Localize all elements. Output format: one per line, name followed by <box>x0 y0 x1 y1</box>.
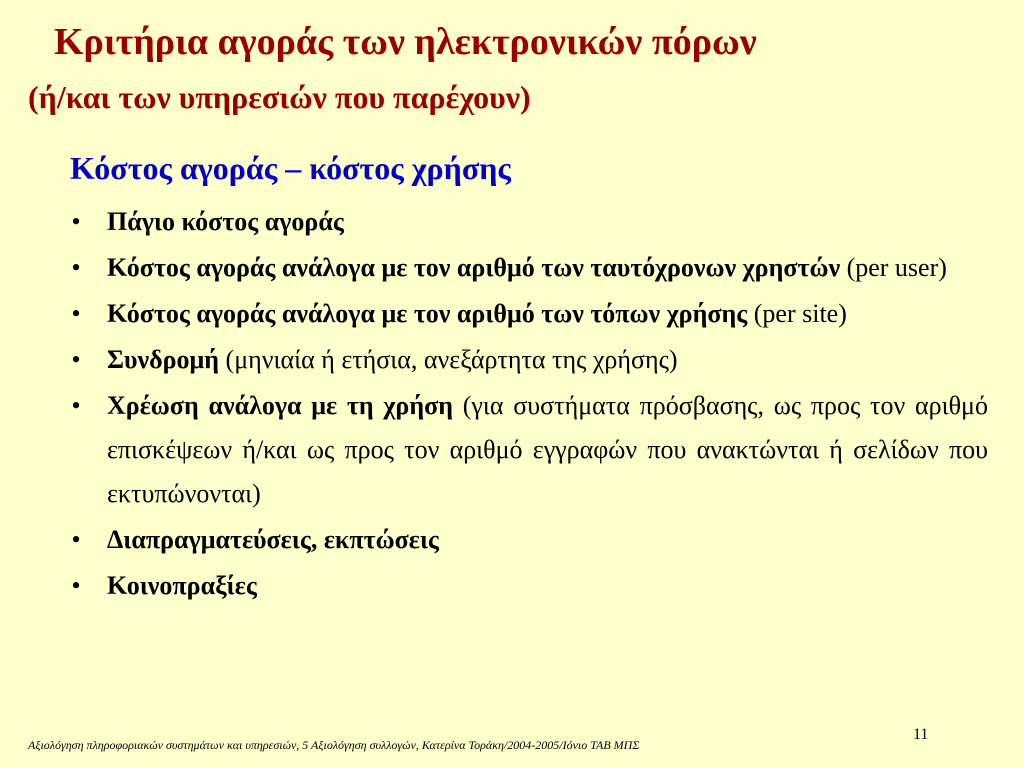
bullet-text: (μηνιαία ή ετήσια, ανεξάρτητα της χρήσης) <box>219 345 678 374</box>
slide-footer: Αξιολόγηση πληροφοριακών συστημάτων και υπηρεσιών, 5 Αξιολόγηση συλλογών, Κατερίνα Τοράκη/2004-2005/Ιόνιο ΤΑΒ ΜΠΣ <box>28 738 640 752</box>
bullet-item <box>66 246 988 290</box>
bullet-icon: • <box>71 253 81 282</box>
bullet-bold-text: Χρέωση ανάλογα με τη χρήση <box>107 391 453 420</box>
bullet-bold-text: Κόστος αγοράς ανάλογα με τον αριθμό των τόπων χρήσης <box>107 299 748 328</box>
bullet-icon: • <box>71 299 81 328</box>
section-heading: Κόστος αγοράς – κόστος χρήσης <box>70 150 511 186</box>
bullet-item <box>66 384 988 516</box>
bullet-text: (για συστήματα πρόσβασης, ως προς τον αριθμό επισκέψεων ή/και ως προς τον αριθμό εγγραφών που ανακτώνται ή σελίδων που εκτυπώνονται) <box>107 391 988 508</box>
bullet-item <box>66 564 988 608</box>
bullet-bold-text: Κοινοπραξίες <box>107 571 257 600</box>
bullet-item <box>66 518 988 562</box>
bullet-icon: • <box>71 207 81 236</box>
bullet-text: (per site) <box>747 299 847 328</box>
bullet-icon: • <box>71 345 81 374</box>
bullet-bold-text: Συνδρομή <box>107 345 220 374</box>
bullet-icon: • <box>71 571 81 600</box>
bullet-bold-text: Κόστος αγοράς ανάλογα με τον αριθμό των ταυτόχρονων χρηστών <box>107 253 841 282</box>
page-number: 11 <box>913 726 929 743</box>
bullet-item <box>66 338 988 382</box>
bullet-icon: • <box>71 391 81 420</box>
bullet-bold-text: Διαπραγματεύσεις, εκπτώσεις <box>107 525 439 554</box>
bullet-icon: • <box>71 525 81 554</box>
bullet-bold-text: Πάγιο κόστος αγοράς <box>107 207 344 236</box>
bullet-item <box>66 200 988 244</box>
slide-subtitle: (ή/και των υπηρεσιών που παρέχουν) <box>28 79 531 115</box>
slide-title: Κριτήρια αγοράς των ηλεκτρονικών πόρων <box>54 21 757 63</box>
bullet-list <box>66 200 988 608</box>
bullet-item <box>66 292 988 336</box>
bullet-text: (per user) <box>840 253 947 282</box>
